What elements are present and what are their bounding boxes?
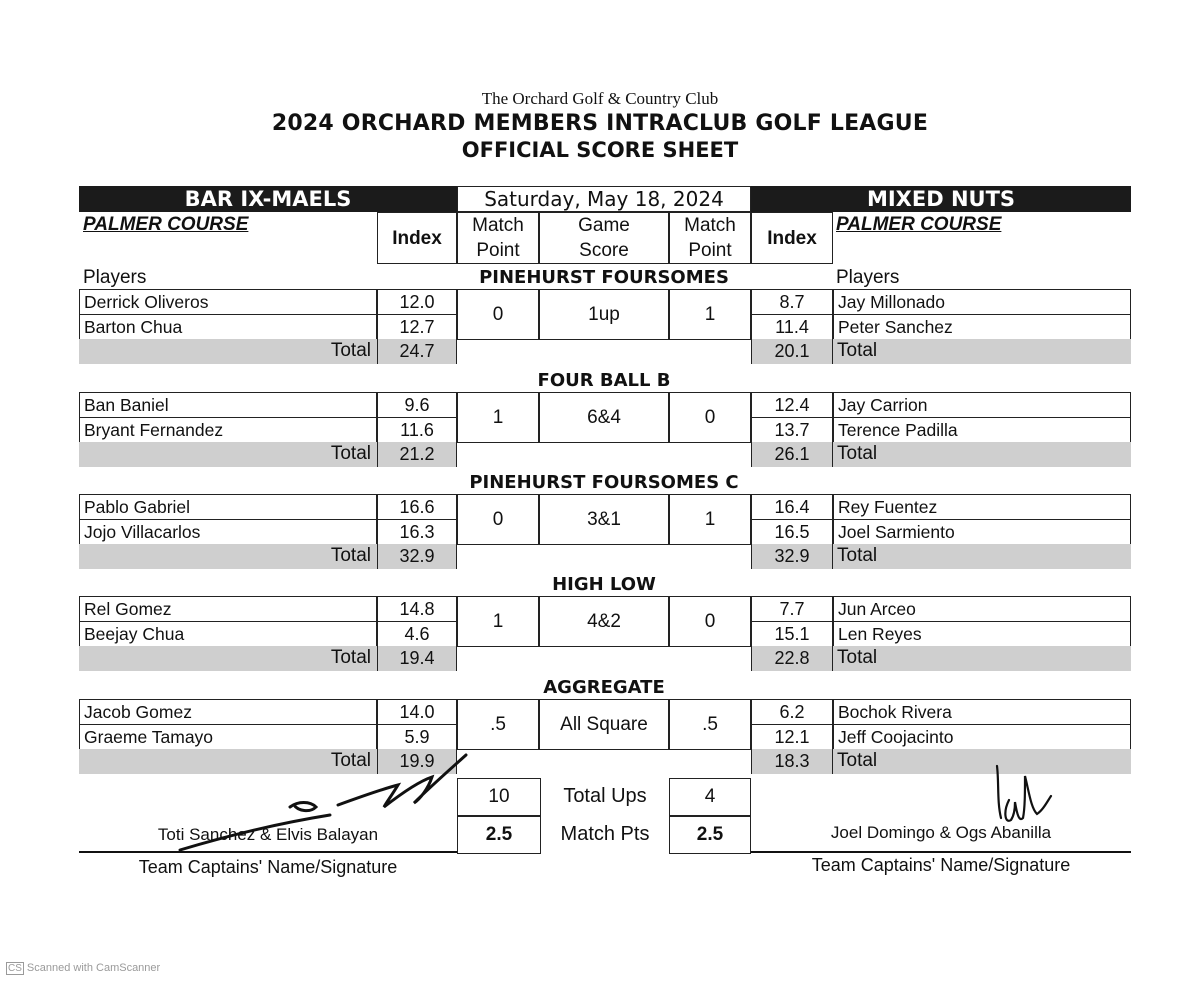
right-player-name: Len Reyes [833, 621, 1131, 647]
right-player-index: 6.2 [751, 699, 833, 725]
left-captain-names: Toti Sanchez & Elvis Balayan [157, 825, 379, 844]
left-player-index: 12.0 [377, 289, 457, 315]
game-score: 3&1 [539, 494, 669, 545]
right-total-value: 22.8 [751, 646, 833, 671]
camscanner-logo: CS [8, 963, 22, 974]
right-player-name: Terence Padilla [833, 417, 1131, 443]
match-date: Saturday, May 18, 2024 [457, 186, 751, 212]
right-player-name: Jun Arceo [833, 596, 1131, 622]
left-player-name: Barton Chua [79, 314, 377, 340]
sheet-subtitle: OFFICIAL SCORE SHEET [461, 138, 739, 162]
right-captain-signature [985, 762, 1065, 832]
left-match-point-header [457, 212, 539, 264]
right-player-name: Bochok Rivera [833, 699, 1131, 725]
left-match-point: .5 [457, 699, 539, 750]
left-total-ups: 10 [457, 778, 541, 816]
left-player-index: 14.0 [377, 699, 457, 725]
right-player-index: 16.5 [751, 519, 833, 545]
left-player-name: Beejay Chua [79, 621, 377, 647]
left-total-label: Total [79, 544, 377, 569]
left-player-name: Bryant Fernandez [79, 417, 377, 443]
left-total-label: Total [79, 749, 377, 774]
left-player-index: 14.8 [377, 596, 457, 622]
right-signature-line [751, 851, 1131, 853]
left-player-index: 16.6 [377, 494, 457, 520]
game-score-header-l1: Game [578, 215, 630, 236]
right-player-name: Peter Sanchez [833, 314, 1131, 340]
right-total-value: 18.3 [751, 749, 833, 774]
right-player-name: Rey Fuentez [833, 494, 1131, 520]
left-match-point-header-l2: Point [476, 240, 520, 261]
game-score: 6&4 [539, 392, 669, 443]
right-match-point: 0 [669, 596, 751, 647]
left-match-point: 1 [457, 392, 539, 443]
right-players-label: Players [836, 267, 900, 288]
section-title: AGGREGATE [543, 677, 665, 698]
right-total-value: 32.9 [751, 544, 833, 569]
left-total-value: 24.7 [377, 339, 457, 364]
scanner-watermark-text: Scanned with CamScanner [26, 962, 161, 974]
scanner-watermark [6, 962, 160, 975]
left-player-index: 12.7 [377, 314, 457, 340]
right-player-index: 8.7 [751, 289, 833, 315]
left-total-value: 19.4 [377, 646, 457, 671]
right-match-point: .5 [669, 699, 751, 750]
right-course-name: PALMER COURSE [836, 214, 1002, 235]
section-title: HIGH LOW [552, 574, 656, 595]
right-player-index: 13.7 [751, 417, 833, 443]
section-title: PINEHURST FOURSOMES C [469, 472, 739, 493]
left-total-value: 32.9 [377, 544, 457, 569]
right-player-index: 15.1 [751, 621, 833, 647]
left-player-name: Derrick Oliveros [79, 289, 377, 315]
left-player-index: 16.3 [377, 519, 457, 545]
right-total-label: Total [833, 544, 1131, 569]
right-match-point: 1 [669, 494, 751, 545]
right-player-index: 16.4 [751, 494, 833, 520]
left-total-label: Total [79, 339, 377, 364]
right-player-name: Joel Sarmiento [833, 519, 1131, 545]
left-player-name: Pablo Gabriel [79, 494, 377, 520]
match-pts-label: Match Pts [560, 823, 650, 845]
left-total-label: Total [79, 646, 377, 671]
right-player-index: 7.7 [751, 596, 833, 622]
left-match-point: 0 [457, 289, 539, 340]
left-captain-label: Team Captains' Name/Signature [138, 857, 398, 877]
right-index-header: Index [751, 212, 833, 264]
left-player-index: 11.6 [377, 417, 457, 443]
game-score: All Square [539, 699, 669, 750]
left-player-name: Ban Baniel [79, 392, 377, 418]
left-players-label: Players [83, 267, 147, 288]
league-title: 2024 ORCHARD MEMBERS INTRACLUB GOLF LEAGUE [271, 111, 929, 136]
right-total-value: 20.1 [751, 339, 833, 364]
left-player-name: Rel Gomez [79, 596, 377, 622]
game-score: 4&2 [539, 596, 669, 647]
left-match-pts: 2.5 [457, 816, 541, 854]
left-player-name: Jojo Villacarlos [79, 519, 377, 545]
club-name: The Orchard Golf & Country Club [481, 89, 719, 108]
right-player-index: 12.1 [751, 724, 833, 750]
right-total-label: Total [833, 749, 1131, 774]
right-total-label: Total [833, 646, 1131, 671]
game-score-header-l2: Score [579, 240, 629, 261]
right-team-name: MIXED NUTS [751, 186, 1131, 212]
left-player-name: Graeme Tamayo [79, 724, 377, 750]
left-match-point: 1 [457, 596, 539, 647]
left-captain-signature [170, 745, 490, 865]
right-total-label: Total [833, 442, 1131, 467]
right-player-index: 11.4 [751, 314, 833, 340]
left-team-name: BAR IX-MAELS [79, 186, 457, 212]
right-player-index: 12.4 [751, 392, 833, 418]
right-match-point-header-l2: Point [688, 240, 732, 261]
section-title: FOUR BALL B [537, 370, 671, 391]
left-player-index: 4.6 [377, 621, 457, 647]
right-player-name: Jay Carrion [833, 392, 1131, 418]
left-match-point-header-l1: Match [472, 215, 524, 236]
left-total-value: 21.2 [377, 442, 457, 467]
right-player-name: Jay Millonado [833, 289, 1131, 315]
right-match-point-header-l1: Match [684, 215, 736, 236]
left-total-value: 19.9 [377, 749, 457, 774]
left-course-name: PALMER COURSE [83, 214, 249, 235]
right-total-ups: 4 [669, 778, 751, 816]
right-match-point: 0 [669, 392, 751, 443]
left-player-name: Jacob Gomez [79, 699, 377, 725]
game-score-header [539, 212, 669, 264]
left-total-label: Total [79, 442, 377, 467]
right-match-point: 1 [669, 289, 751, 340]
right-total-value: 26.1 [751, 442, 833, 467]
left-match-point: 0 [457, 494, 539, 545]
right-match-pts: 2.5 [669, 816, 751, 854]
right-captain-label: Team Captains' Name/Signature [811, 855, 1071, 875]
left-player-index: 9.6 [377, 392, 457, 418]
right-match-point-header [669, 212, 751, 264]
section-title: PINEHURST FOURSOMES [479, 267, 729, 288]
right-captain-names: Joel Domingo & Ogs Abanilla [830, 823, 1052, 842]
left-player-index: 5.9 [377, 724, 457, 750]
left-index-header: Index [377, 212, 457, 264]
total-ups-label: Total Ups [563, 785, 647, 807]
right-player-name: Jeff Coojacinto [833, 724, 1131, 750]
right-total-label: Total [833, 339, 1131, 364]
game-score: 1up [539, 289, 669, 340]
